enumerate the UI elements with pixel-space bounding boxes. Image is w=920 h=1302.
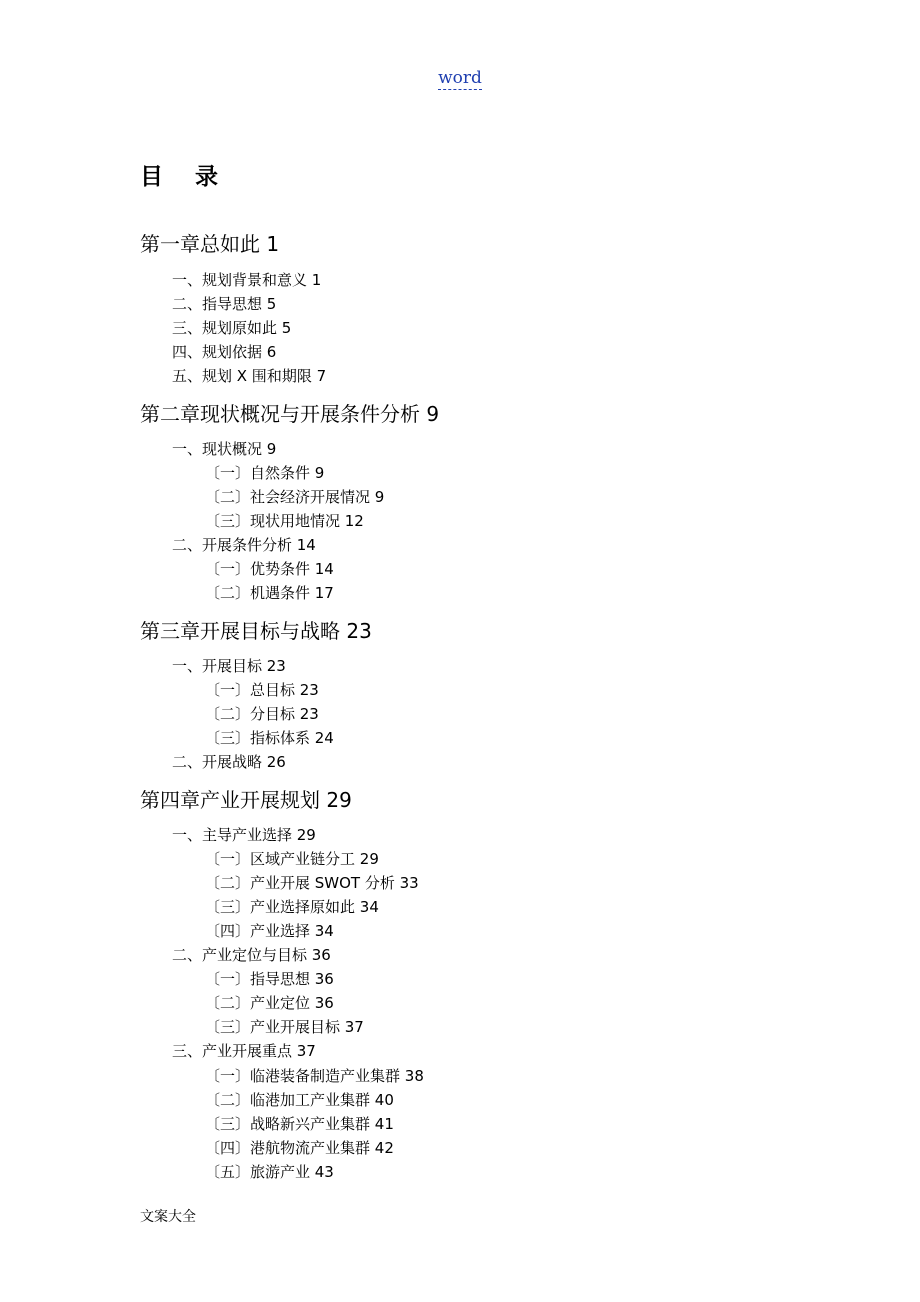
toc-section[interactable]: 二、指导思想 5	[172, 295, 277, 313]
toc-section[interactable]: 三、规划原如此 5	[172, 319, 292, 337]
toc-chapter-1[interactable]: 第一章总如此 1	[140, 232, 280, 256]
toc-subsection[interactable]: 〔二〕临港加工产业集群 40	[205, 1091, 394, 1109]
toc-subsection[interactable]: 〔四〕产业选择 34	[205, 922, 334, 940]
toc-section[interactable]: 四、规划依据 6	[172, 343, 277, 361]
toc-section[interactable]: 二、开展条件分析 14	[172, 536, 316, 554]
toc-subsection[interactable]: 〔一〕自然条件 9	[205, 464, 325, 482]
toc-subsection[interactable]: 〔一〕总目标 23	[205, 681, 319, 699]
toc-section[interactable]: 二、开展战略 26	[172, 753, 286, 771]
toc-chapter-2[interactable]: 第二章现状概况与开展条件分析 9	[140, 402, 440, 426]
toc-subsection[interactable]: 〔三〕现状用地情况 12	[205, 512, 364, 530]
toc-section[interactable]: 二、产业定位与目标 36	[172, 946, 331, 964]
toc-subsection[interactable]: 〔三〕产业选择原如此 34	[205, 898, 379, 916]
toc-subsection[interactable]: 〔三〕产业开展目标 37	[205, 1018, 364, 1036]
toc-subsection[interactable]: 〔三〕指标体系 24	[205, 729, 334, 747]
toc-subsection[interactable]: 〔四〕港航物流产业集群 42	[205, 1139, 394, 1157]
header-word-link[interactable]	[0, 68, 920, 88]
toc-chapter-4[interactable]: 第四章产业开展规划 29	[140, 788, 352, 812]
page-footer: 文案大全	[140, 1209, 196, 1225]
toc-subsection[interactable]: 〔二〕产业开展 SWOT 分析 33	[205, 874, 419, 892]
toc-subsection[interactable]: 〔三〕战略新兴产业集群 41	[205, 1115, 394, 1133]
toc-chapter-3[interactable]: 第三章开展目标与战略 23	[140, 619, 372, 643]
toc-title: 目 录	[140, 164, 231, 190]
toc-subsection[interactable]: 〔二〕分目标 23	[205, 705, 319, 723]
toc-subsection[interactable]: 〔一〕区域产业链分工 29	[205, 850, 379, 868]
header-word-link-text[interactable]: word	[438, 68, 482, 88]
toc-section[interactable]: 一、开展目标 23	[172, 657, 286, 675]
toc-subsection[interactable]: 〔二〕机遇条件 17	[205, 584, 334, 602]
toc-section[interactable]: 一、主导产业选择 29	[172, 826, 316, 844]
toc-section[interactable]: 三、产业开展重点 37	[172, 1042, 316, 1060]
toc-subsection[interactable]: 〔二〕产业定位 36	[205, 994, 334, 1012]
toc-subsection[interactable]: 〔一〕指导思想 36	[205, 970, 334, 988]
toc-subsection[interactable]: 〔一〕临港装备制造产业集群 38	[205, 1067, 424, 1085]
toc-section[interactable]: 五、规划 X 围和期限 7	[172, 367, 327, 385]
toc-section[interactable]: 一、现状概况 9	[172, 440, 277, 458]
toc-section[interactable]: 一、规划背景和意义 1	[172, 271, 322, 289]
toc-subsection[interactable]: 〔一〕优势条件 14	[205, 560, 334, 578]
toc-subsection[interactable]: 〔五〕旅游产业 43	[205, 1163, 334, 1181]
toc-subsection[interactable]: 〔二〕社会经济开展情况 9	[205, 488, 385, 506]
